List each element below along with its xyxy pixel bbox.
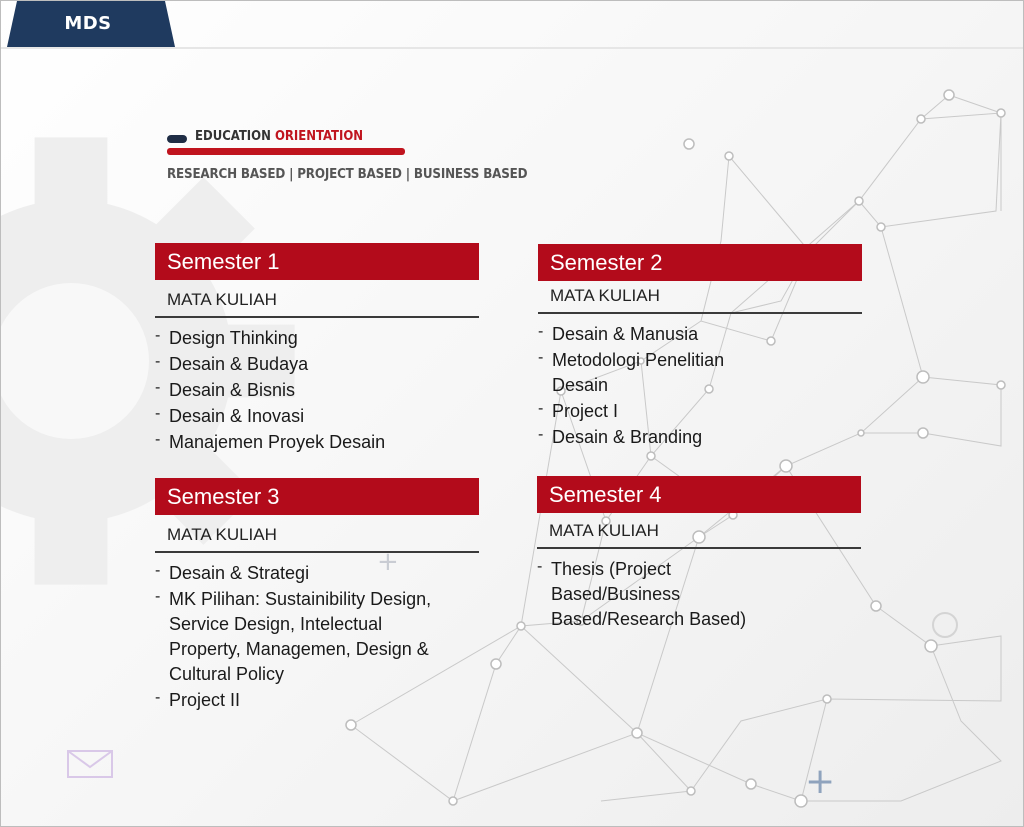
semester-2-card (538, 244, 862, 451)
semester-4-subheading: MATA KULIAH (549, 521, 659, 540)
semester-1-course-list (155, 326, 479, 455)
semester-3-card (155, 478, 479, 714)
envelope-icon (67, 750, 113, 778)
plus-icon: + (805, 761, 836, 802)
semester-4-course-list (537, 557, 861, 632)
list-item: - Desain & Manusia (538, 323, 699, 344)
list-item: - Desain & Branding (538, 426, 703, 447)
red-underline (167, 148, 405, 155)
list-item: - Thesis (Project Based/Business Based/Research Based) (537, 558, 747, 629)
semester-4-card (537, 476, 861, 633)
pill-marker (167, 135, 187, 143)
list-item: - Design Thinking (155, 327, 298, 348)
list-item: - Desain & Budaya (155, 353, 309, 374)
education-title-part1: EDUCATION (195, 129, 275, 144)
divider (155, 551, 479, 553)
semester-1-title: Semester 1 (155, 243, 479, 280)
list-item: - Desain & Strategi (155, 562, 310, 583)
divider (155, 316, 479, 318)
list-item: - Metodologi Penelitian Desain (538, 349, 725, 395)
header-divider (1, 47, 1024, 49)
semester-3-course-list (155, 561, 479, 713)
semester-1-subheading: MATA KULIAH (167, 290, 277, 309)
header-tab-label: MDS (64, 13, 112, 34)
semester-3-subheading: MATA KULIAH (167, 525, 277, 544)
education-title (195, 129, 363, 144)
divider (537, 547, 861, 549)
list-item: - MK Pilihan: Sustainibility Design, Service Design, Intelectual Property, Managemen, Design & Cultural Policy (155, 588, 432, 684)
list-item: - Manajemen Proyek Desain (155, 431, 386, 452)
list-item: - Desain & Bisnis (155, 379, 296, 400)
education-title-part2: ORIENTATION (274, 129, 364, 144)
semester-2-course-list (538, 322, 862, 450)
semester-1-card (155, 243, 479, 456)
list-item: - Project I (538, 400, 619, 421)
divider (538, 312, 862, 314)
semester-4-title: Semester 4 (537, 476, 861, 513)
list-item: - Desain & Inovasi (155, 405, 305, 426)
list-item: - Project II (155, 689, 241, 710)
semester-2-subheading: MATA KULIAH (550, 286, 660, 305)
semester-2-title: Semester 2 (538, 244, 862, 281)
semester-3-title: Semester 3 (155, 478, 479, 515)
plus-icon: + (377, 547, 399, 577)
education-subtitle: RESEARCH BASED | PROJECT BASED | BUSINESS BASED (167, 167, 528, 182)
